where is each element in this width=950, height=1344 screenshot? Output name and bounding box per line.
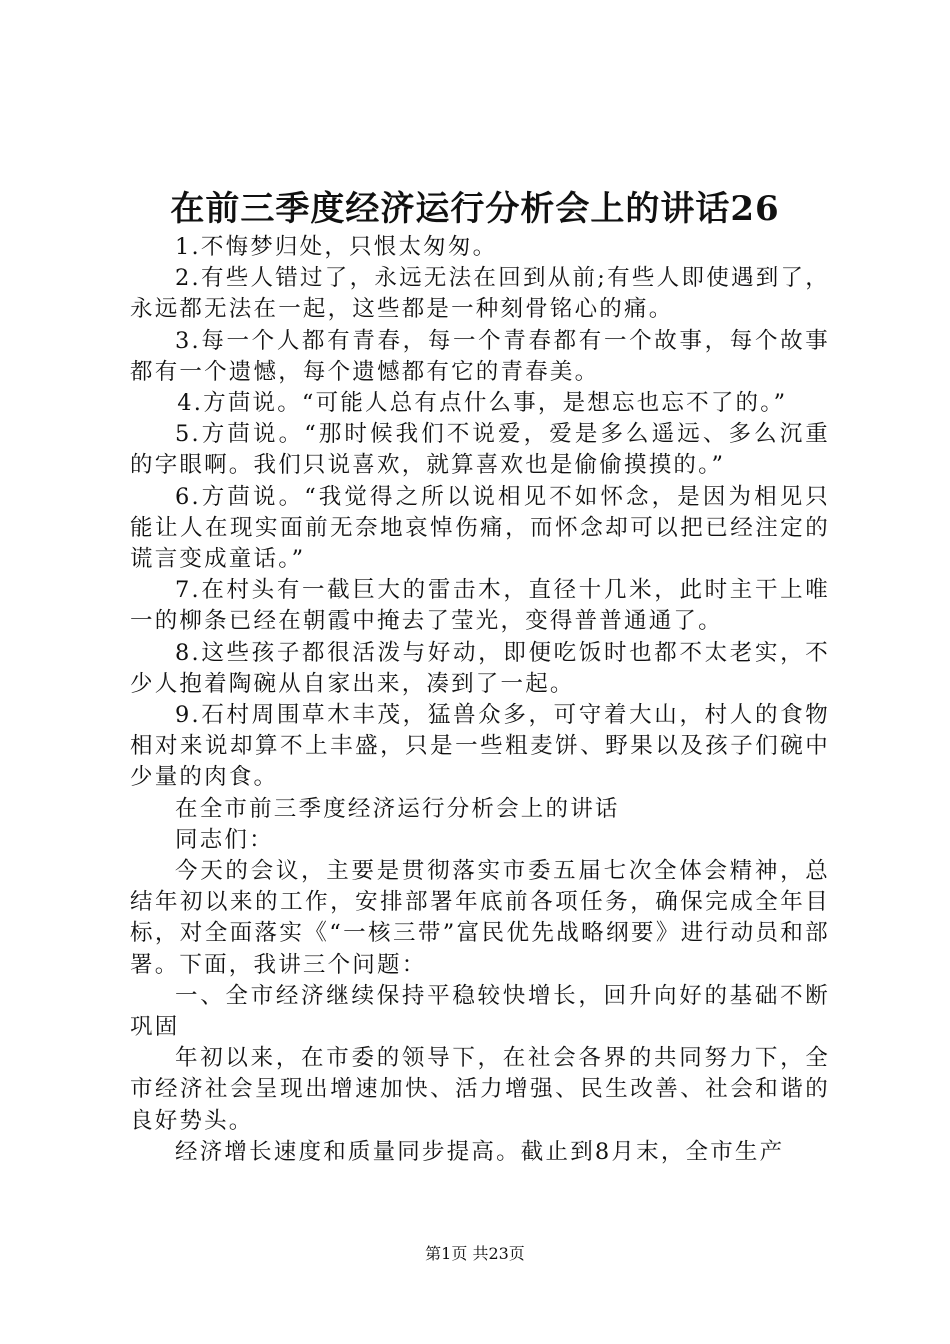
paragraph: 经济增长速度和质量同步提高。截止到8月末，全市生产	[175, 1138, 785, 1165]
document-body	[130, 232, 830, 1168]
paragraph: 3.每一个人都有青春，每一个青春都有一个故事，每个故事都有一个遗憾，每个遗憾都有它的青春美。	[130, 327, 830, 385]
paragraph: 7.在村头有一截巨大的雷击木，直径十几米，此时主干上唯一的柳条已经在朝霞中掩去了莹光，变得普普通通了。	[130, 577, 830, 635]
paragraph: 今天的会议，主要是贯彻落实市委五届七次全体会精神，总结年初以来的工作，安排部署年底前各项任务，确保完成全年目标，对全面落实《“一核三带”富民优先战略纲要》进行动员和部署。下面，我讲三个问题：	[130, 858, 830, 978]
paragraph: 1.不悔梦归处，只恨太匆匆。	[175, 234, 498, 260]
paragraph: 年初以来，在市委的领导下，在社会各界的共同努力下，全市经济社会呈现出增速加快、活力增强、民生改善、社会和谐的良好势头。	[130, 1045, 830, 1134]
document-title: 在前三季度经济运行分析会上的讲话26	[170, 189, 780, 229]
paragraph: 8.这些孩子都很活泼与好动，即便吃饭时也都不太老实，不少人抱着陶碗从自家出来，凑到了一起。	[130, 639, 830, 697]
section-heading: 在全市前三季度经济运行分析会上的讲话	[175, 795, 620, 822]
paragraph: 2.有些人错过了，永远无法在回到从前;有些人即使遇到了，永远都无法在一起，这些都是一种刻骨铭心的痛。	[130, 265, 830, 323]
paragraph: 6.方茴说。“我觉得之所以说相见不如怀念，是因为相见只能让人在现实面前无奈地哀悼伤痛，而怀念却可以把已经注定的谎言变成童话。”	[130, 483, 830, 573]
page-footer: 第1页 共23页	[425, 1244, 525, 1263]
salutation: 同志们：	[175, 826, 274, 853]
paragraph: 4.方茴说。“可能人总有点什么事，是想忘也忘不了的。”	[177, 390, 788, 417]
paragraph: 5.方茴说。“那时候我们不说爱，爱是多么遥远、多么沉重的字眼啊。我们只说喜欢，就算喜欢也是偷偷摸摸的。”	[130, 421, 830, 479]
paragraph: 9.石村周围草木丰茂，猛兽众多，可守着大山，村人的食物相对来说却算不上丰盛，只是一些粗麦饼、野果以及孩子们碗中少量的肉食。	[130, 702, 830, 791]
section-heading: 一、全市经济继续保持平稳较快增长，回升向好的基础不断巩固	[130, 982, 830, 1041]
